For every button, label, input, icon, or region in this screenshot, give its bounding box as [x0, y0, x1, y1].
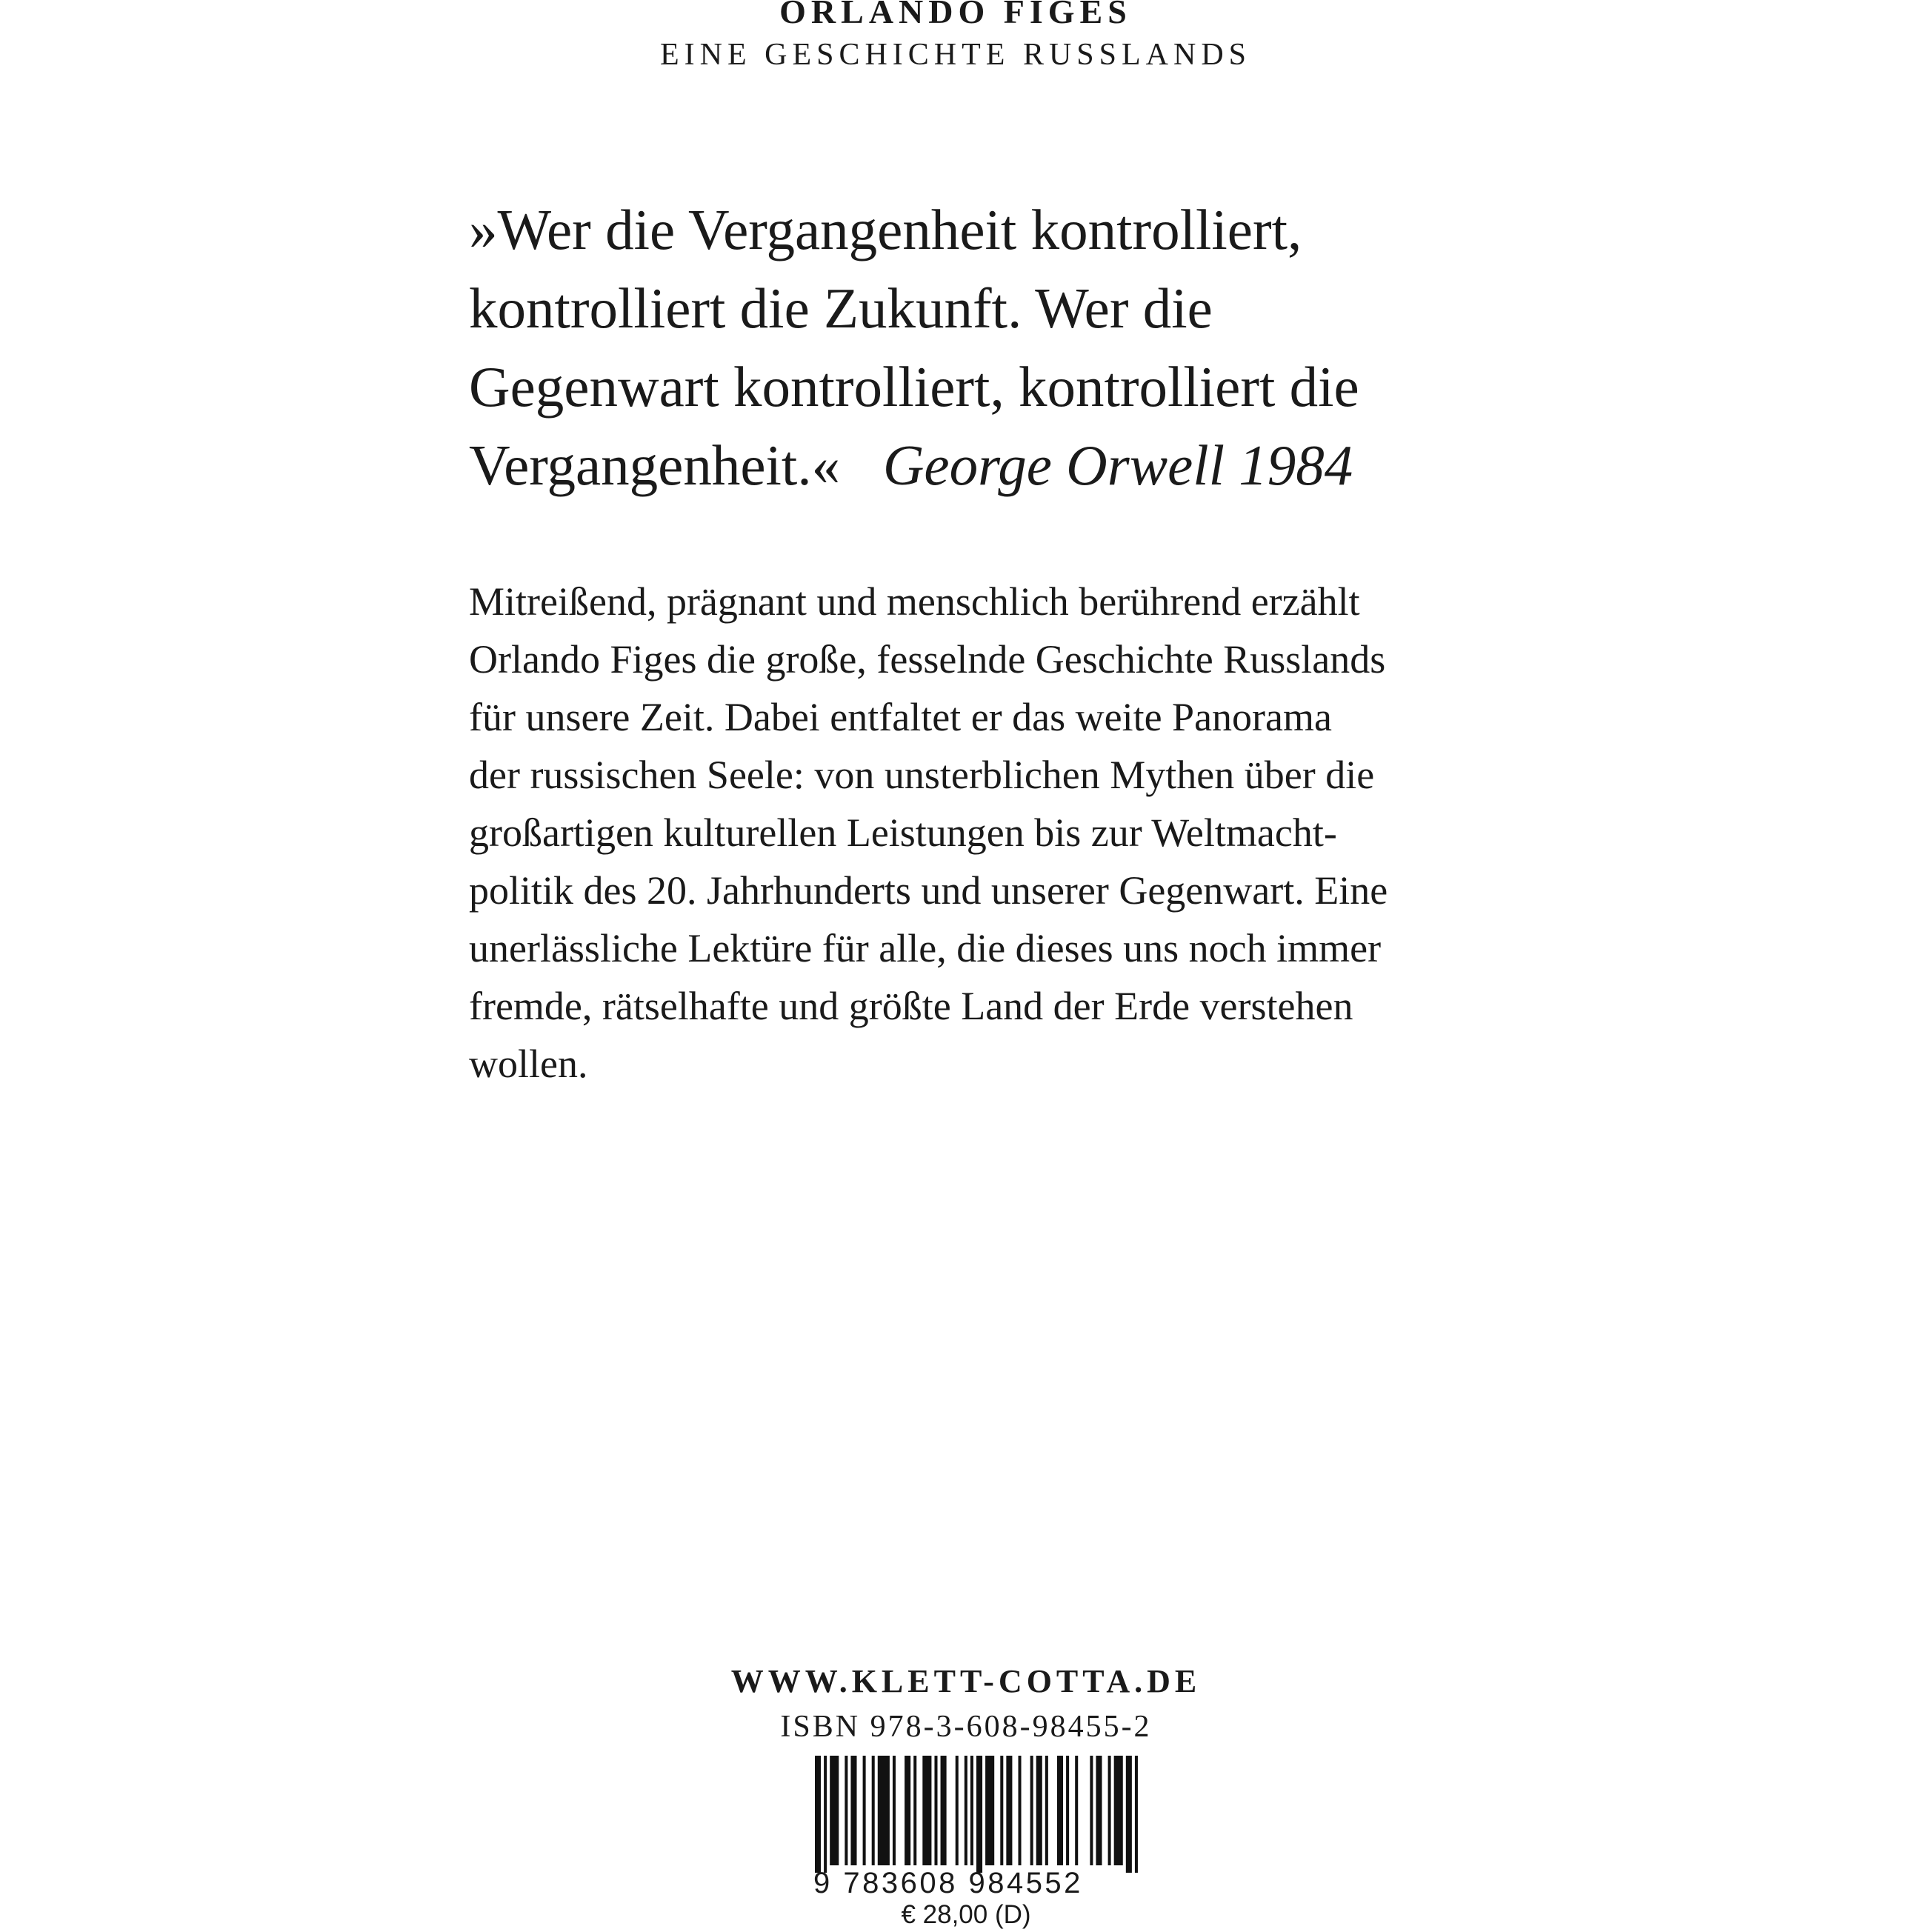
epigraph-quote: [469, 190, 1506, 504]
blurb-line: der russischen Seele: von unsterblichen Mythen über die: [469, 753, 1375, 797]
barcode-bar: [1075, 1756, 1078, 1865]
barcode-bar: [815, 1756, 821, 1873]
blurb-line: Mitreißend, prägnant und menschlich berührend erzählt: [469, 579, 1360, 624]
barcode-bar: [878, 1756, 890, 1865]
blurb-line: unerlässliche Lektüre für alle, die dieses uns noch immer: [469, 926, 1382, 970]
barcode-bar: [941, 1756, 947, 1865]
quote-line: Gegenwart kontrolliert, kontrolliert die: [469, 355, 1359, 419]
quote-line: »Wer die Vergangenheit kontrolliert,: [469, 198, 1302, 262]
blurb-line: politik des 20. Jahrhunderts und unserer Gegenwart. Eine: [469, 868, 1388, 913]
barcode-bar: [1114, 1756, 1123, 1865]
blurb-text: [469, 573, 1506, 1093]
barcode-bar: [1006, 1756, 1012, 1865]
quote-attribution: George Orwell 1984: [882, 433, 1353, 497]
author-name: ORLANDO FIGES: [779, 0, 1132, 30]
book-title: EINE GESCHICHTE RUSSLANDS: [659, 38, 1252, 72]
blurb-line: für unsere Zeit. Dabei entfaltet er das weite Panorama: [469, 695, 1332, 739]
blurb-line: Orlando Figes die große, fesselnde Geschichte Russlands: [469, 637, 1386, 682]
publisher-website: WWW.KLETT-COTTA.DE: [730, 1663, 1202, 1699]
barcode-bar: [845, 1756, 847, 1865]
barcode-bar: [1030, 1756, 1033, 1865]
barcode-bar: [1126, 1756, 1132, 1873]
barcode-bar: [1036, 1756, 1042, 1865]
barcode-bar: [934, 1756, 937, 1865]
quote-line: kontrolliert die Zukunft. Wer die: [469, 276, 1213, 340]
barcode-bar: [1135, 1756, 1138, 1873]
barcode-bar: [893, 1756, 896, 1865]
barcode-bar: [965, 1756, 967, 1865]
barcode-bar: [905, 1756, 910, 1865]
barcode-bar: [1045, 1756, 1048, 1865]
barcode-bar: [1057, 1756, 1063, 1865]
barcode-bar: [872, 1756, 875, 1865]
barcode-bar: [1066, 1756, 1069, 1865]
barcode-digits: 9 783608 984552: [813, 1867, 1083, 1899]
barcode-bar: [863, 1756, 866, 1865]
barcode-bar: [1090, 1756, 1093, 1865]
barcode-bar: [830, 1756, 839, 1865]
barcode-bar: [913, 1756, 916, 1865]
blurb-line: wollen.: [469, 1042, 588, 1086]
barcode-bar: [956, 1756, 959, 1865]
isbn-number: ISBN 978-3-608-98455-2: [780, 1710, 1152, 1744]
price-label: € 28,00 (D): [901, 1900, 1031, 1929]
barcode-bar: [1000, 1756, 1003, 1865]
barcode-bar: [922, 1756, 931, 1865]
blurb-line: großartigen kulturellen Leistungen bis zur Weltmacht-: [469, 810, 1337, 855]
barcode-bar: [1108, 1756, 1111, 1865]
quote-line: Vergangenheit.«: [469, 433, 841, 497]
barcode-bar: [970, 1756, 973, 1865]
barcode-bar: [985, 1756, 994, 1865]
barcode-bar: [824, 1756, 827, 1873]
barcode-icon: [815, 1756, 1141, 1873]
barcode-bar: [1096, 1756, 1102, 1865]
barcode-bar: [850, 1756, 856, 1865]
blurb-line: fremde, rätselhafte und größte Land der Erde verstehen: [469, 984, 1353, 1028]
barcode-bar: [976, 1756, 982, 1873]
barcode-bar: [1018, 1756, 1021, 1865]
